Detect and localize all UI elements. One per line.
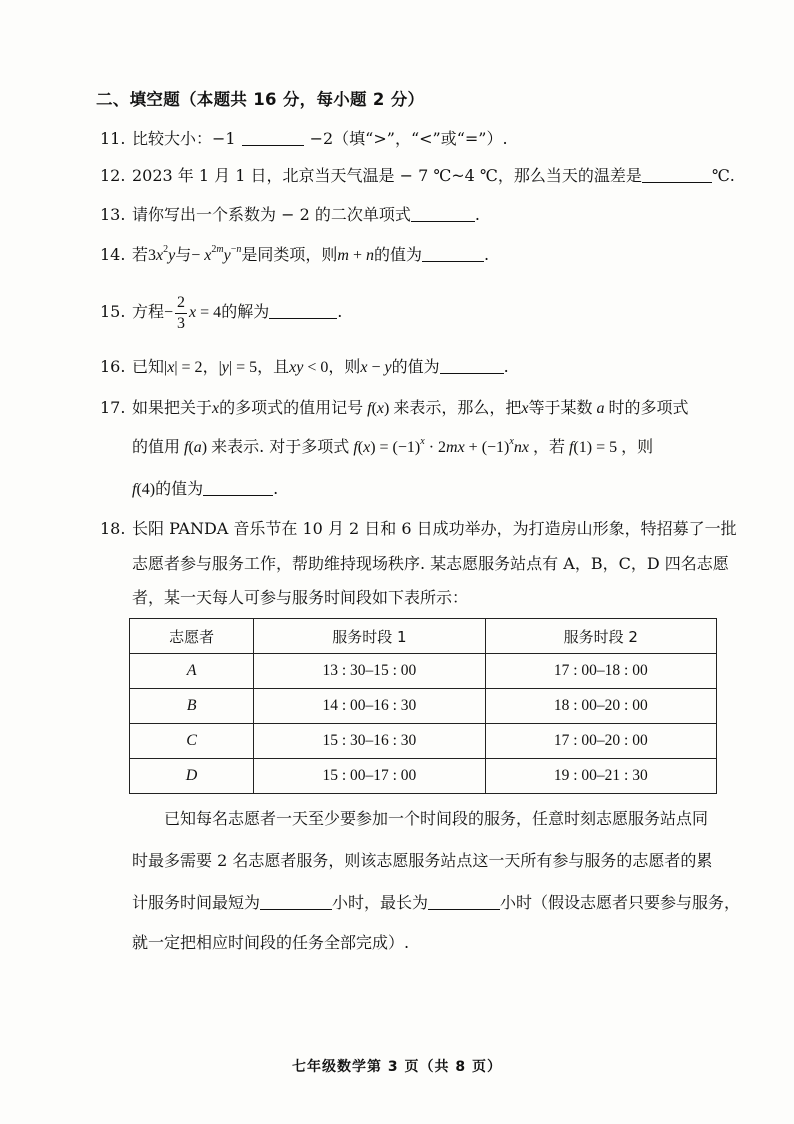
table-cell: 15 : 00–17 : 00	[254, 759, 485, 794]
table-cell: A	[130, 654, 254, 689]
question-number: 18.	[100, 519, 126, 538]
question-text: 时的多项式	[608, 398, 689, 417]
question-text: 如果把关于	[132, 398, 213, 417]
answer-blank[interactable]	[242, 129, 304, 146]
math-expression: f(a)	[180, 439, 212, 456]
question-text: 的值为	[373, 245, 422, 264]
question-text: 计服务时间最短为	[132, 893, 261, 912]
question-18-para-3	[132, 892, 740, 914]
math-expression: a	[592, 400, 609, 417]
question-18-para-2: 时最多需要 2 名志愿者服务，则该志愿服务站点这一天所有参与服务的志愿者的累	[132, 851, 713, 870]
question-text: 若	[132, 245, 149, 264]
question-text: ，则	[328, 357, 361, 376]
question-text: ，且	[257, 357, 290, 376]
question-text: .	[484, 245, 490, 264]
question-number: 17.	[100, 398, 126, 417]
answer-blank-min[interactable]	[260, 893, 332, 910]
math-expression: xy < 0	[289, 359, 329, 376]
table-cell: 14 : 00–16 : 30	[254, 689, 485, 724]
question-text: 小时，最长为	[332, 893, 429, 912]
question-text: .	[273, 479, 279, 498]
question-text: 长阳 PANDA 音乐节在 10 月 2 日和 6 日成功举办，为打造房山形象，特招募了一批	[132, 519, 737, 538]
question-text: .	[503, 357, 509, 376]
question-number: 12.	[100, 166, 126, 185]
question-number: 16.	[100, 357, 126, 376]
question-number: 13.	[100, 205, 126, 224]
question-text: .	[337, 302, 343, 321]
page-footer: 七年级数学第 3 页（共 8 页）	[292, 1059, 502, 1075]
table-cell: 15 : 30–16 : 30	[254, 724, 485, 759]
volunteer-schedule-table	[129, 618, 717, 794]
math-expression: m + n	[337, 247, 374, 264]
question-text: 请你写出一个系数为 − 2 的二次单项式	[132, 205, 411, 224]
table-row	[130, 689, 717, 724]
table-cell: 17 : 00–18 : 00	[485, 654, 716, 689]
math-expression: x − y	[360, 359, 392, 376]
table-cell: D	[130, 759, 254, 794]
question-18-line-1	[100, 518, 737, 540]
math-expression: f(1) = 5	[564, 439, 622, 456]
question-number: 11.	[100, 129, 126, 148]
table-header: 服务时段 1	[254, 619, 485, 654]
math-expression: |y| = 5	[218, 359, 258, 376]
question-17-line-3	[132, 478, 278, 501]
table-row	[130, 724, 717, 759]
question-12	[100, 165, 735, 187]
math-expression: |x| = 2	[164, 359, 203, 376]
question-18-para-4: 就一定把相应时间段的任务全部完成）.	[132, 933, 410, 952]
question-15	[100, 290, 342, 335]
table-cell: B	[130, 689, 254, 724]
table-header: 服务时段 2	[485, 619, 716, 654]
math-expression: x	[212, 400, 220, 417]
table-cell: 17 : 00–20 : 00	[485, 724, 716, 759]
table-row	[130, 759, 717, 794]
question-text: 是同类项，则	[241, 245, 338, 264]
table-header: 志愿者	[130, 619, 254, 654]
question-text: ，则	[621, 437, 654, 456]
math-expression: $3x^2y$	[148, 244, 176, 264]
answer-blank[interactable]	[203, 479, 273, 496]
question-text: 等于某数	[528, 398, 593, 417]
question-text: 来表示. 对于多项式	[211, 437, 350, 456]
table-cell: 13 : 30–15 : 00	[254, 654, 485, 689]
table-cell: 18 : 00–20 : 00	[485, 689, 716, 724]
table-row	[130, 654, 717, 689]
question-16	[100, 356, 509, 379]
question-11	[100, 128, 508, 150]
question-17-line-1	[100, 397, 689, 420]
question-number: 15.	[100, 302, 126, 321]
question-14	[100, 244, 489, 267]
answer-blank[interactable]	[440, 357, 504, 374]
table-cell: C	[130, 724, 254, 759]
question-number: 14.	[100, 245, 126, 264]
math-expression: f(4)	[132, 481, 156, 498]
answer-blank[interactable]	[642, 166, 712, 183]
question-text: 2023 年 1 月 1 日，北京当天气温是 − 7 ℃~4 ℃，那么当天的温差是	[132, 166, 642, 185]
question-18-para-1: 已知每名志愿者一天至少要参加一个时间段的服务，任意时刻志愿服务站点同	[164, 809, 709, 828]
math-expression: f(x)	[363, 400, 394, 417]
question-text: ，若	[532, 437, 565, 456]
question-text: 的值用	[132, 437, 181, 456]
question-text: .	[474, 205, 480, 224]
math-expression: − $x^{2m}y^{-n}$	[191, 244, 242, 264]
answer-blank-max[interactable]	[428, 893, 500, 910]
question-17-line-2	[132, 436, 653, 459]
answer-blank[interactable]	[411, 205, 475, 222]
question-text: 来表示，那么，把	[393, 398, 522, 417]
question-13	[100, 204, 480, 226]
question-text: −2（填“>”，“<”或“=”）.	[309, 129, 508, 148]
math-expression: $f(x) = (-1)^x \cdot 2mx + (-1)^xnx$	[349, 436, 533, 456]
fraction: $\frac{2}{3}$	[177, 293, 186, 332]
question-text: 的解为	[221, 302, 270, 321]
question-text: 已知	[132, 357, 165, 376]
table-header-row	[130, 619, 717, 654]
question-18-line-3: 者，某一天每人可参与服务时间段如下表所示：	[132, 588, 469, 607]
question-text: 比较大小：−1	[132, 129, 236, 148]
section-title: 二、填空题（本题共 16 分，每小题 2 分）	[96, 90, 425, 109]
question-text: 的值为	[391, 357, 440, 376]
question-text: ，	[202, 357, 219, 376]
question-text: ℃.	[711, 166, 735, 185]
question-text: 小时（假设志愿者只要参与服务，	[500, 893, 741, 912]
table-cell: 19 : 00–21 : 30	[485, 759, 716, 794]
math-expression: x	[521, 400, 529, 417]
question-text: 的值为	[155, 479, 204, 498]
answer-blank[interactable]	[422, 245, 484, 262]
math-expression: − $\frac{2}{3}$ x = 4	[164, 293, 222, 332]
question-text: 与	[175, 245, 192, 264]
question-text: 方程	[132, 302, 165, 321]
question-text: 的多项式的值用记号	[219, 398, 364, 417]
answer-blank[interactable]	[269, 302, 337, 319]
question-18-line-2: 志愿者参与服务工作，帮助维持现场秩序. 某志愿服务站点有 A，B，C，D 四名志愿	[132, 554, 729, 573]
